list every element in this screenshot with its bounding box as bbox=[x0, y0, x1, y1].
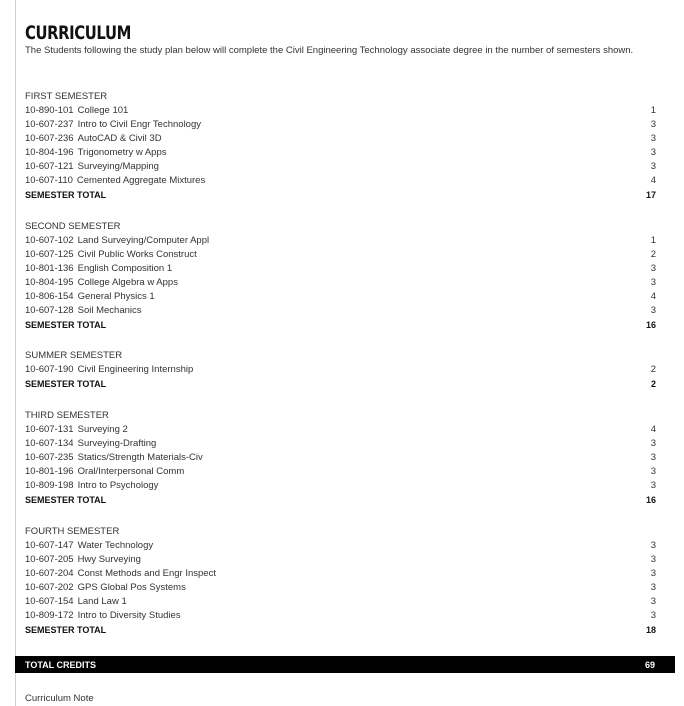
course-code: 10-607-204 bbox=[25, 568, 74, 579]
course-row bbox=[25, 539, 656, 553]
total-credits-bar bbox=[15, 656, 675, 673]
course-credits: 1 bbox=[650, 235, 656, 246]
course-code: 10-809-198 bbox=[25, 480, 74, 491]
semester-heading: FOURTH SEMESTER bbox=[25, 526, 120, 537]
course-row bbox=[25, 465, 656, 479]
course-credits: 3 bbox=[650, 582, 656, 593]
course-info bbox=[25, 234, 209, 248]
intro-text: The Students following the study plan below will complete the Civil Engineering Technology associate degree in the number of semesters shown. bbox=[25, 45, 634, 56]
semester-total-row bbox=[25, 188, 656, 202]
semester-total-row bbox=[25, 318, 656, 332]
curriculum-note-link[interactable]: Curriculum Note bbox=[25, 693, 94, 704]
course-info bbox=[25, 160, 159, 174]
course-title: Soil Mechanics bbox=[77, 305, 142, 316]
course-title: Surveying 2 bbox=[77, 424, 128, 435]
course-info bbox=[25, 465, 184, 479]
course-row bbox=[25, 276, 656, 290]
semester-total-label: SEMESTER TOTAL bbox=[25, 190, 107, 200]
semester-total-value: 18 bbox=[645, 625, 656, 635]
course-info bbox=[25, 363, 193, 377]
course-info bbox=[25, 276, 178, 290]
course-row bbox=[25, 609, 656, 623]
course-info bbox=[25, 451, 203, 465]
course-code: 10-607-237 bbox=[25, 119, 74, 130]
course-title: Civil Engineering Internship bbox=[77, 364, 194, 375]
course-credits: 4 bbox=[650, 291, 656, 302]
course-credits: 3 bbox=[650, 263, 656, 274]
course-row bbox=[25, 363, 656, 377]
course-title: Statics/Strength Materials-Civ bbox=[77, 452, 203, 463]
course-title: Surveying-Drafting bbox=[77, 438, 157, 449]
course-credits: 3 bbox=[650, 466, 656, 477]
semester-total-row bbox=[25, 623, 656, 637]
course-info bbox=[25, 248, 197, 262]
course-info bbox=[25, 595, 127, 609]
course-code: 10-607-121 bbox=[25, 161, 74, 172]
course-code: 10-809-172 bbox=[25, 610, 74, 621]
course-title: Civil Public Works Construct bbox=[77, 249, 197, 260]
course-row bbox=[25, 118, 656, 132]
course-row bbox=[25, 160, 656, 174]
course-title: Intro to Psychology bbox=[77, 480, 159, 491]
semester-total-value: 16 bbox=[645, 320, 656, 330]
course-credits: 3 bbox=[650, 452, 656, 463]
course-credits: 3 bbox=[650, 540, 656, 551]
course-row bbox=[25, 304, 656, 318]
course-info bbox=[25, 581, 186, 595]
course-title: AutoCAD & Civil 3D bbox=[77, 133, 162, 144]
semester-total-row bbox=[25, 377, 656, 391]
course-code: 10-607-205 bbox=[25, 554, 74, 565]
semester-total-label: SEMESTER TOTAL bbox=[25, 495, 107, 505]
course-code: 10-607-102 bbox=[25, 235, 74, 246]
course-row bbox=[25, 553, 656, 567]
semester-total-row bbox=[25, 493, 656, 507]
course-row bbox=[25, 132, 656, 146]
course-code: 10-607-235 bbox=[25, 452, 74, 463]
course-code: 10-804-195 bbox=[25, 277, 74, 288]
course-row bbox=[25, 451, 656, 465]
course-row bbox=[25, 595, 656, 609]
course-credits: 4 bbox=[650, 424, 656, 435]
semester-block bbox=[25, 349, 656, 391]
course-code: 10-607-128 bbox=[25, 305, 74, 316]
semester-heading: FIRST SEMESTER bbox=[25, 91, 108, 102]
course-title: General Physics 1 bbox=[77, 291, 155, 302]
course-title: GPS Global Pos Systems bbox=[77, 582, 186, 593]
left-rule bbox=[15, 0, 16, 706]
course-row bbox=[25, 104, 656, 118]
course-info bbox=[25, 174, 205, 188]
course-code: 10-607-131 bbox=[25, 424, 74, 435]
course-title: Land Surveying/Computer Appl bbox=[77, 235, 210, 246]
course-title: English Composition 1 bbox=[77, 263, 173, 274]
course-title: Oral/Interpersonal Comm bbox=[77, 466, 185, 477]
semester-heading: THIRD SEMESTER bbox=[25, 410, 109, 421]
course-title: Hwy Surveying bbox=[77, 554, 141, 565]
semester-total-label: SEMESTER TOTAL bbox=[25, 320, 107, 330]
course-code: 10-607-154 bbox=[25, 596, 74, 607]
course-info bbox=[25, 567, 216, 581]
course-code: 10-607-236 bbox=[25, 133, 74, 144]
course-code: 10-801-136 bbox=[25, 263, 74, 274]
course-credits: 2 bbox=[650, 364, 656, 375]
course-info bbox=[25, 539, 153, 553]
course-credits: 3 bbox=[650, 161, 656, 172]
course-info bbox=[25, 553, 141, 567]
course-info bbox=[25, 146, 167, 160]
semester-total-label: SEMESTER TOTAL bbox=[25, 379, 107, 389]
course-title: Const Methods and Engr Inspect bbox=[77, 568, 216, 579]
course-info bbox=[25, 104, 128, 118]
course-info bbox=[25, 290, 155, 304]
course-credits: 3 bbox=[650, 305, 656, 316]
semester-block bbox=[25, 90, 656, 202]
course-row bbox=[25, 581, 656, 595]
semester-total-label: SEMESTER TOTAL bbox=[25, 625, 107, 635]
course-title: Land Law 1 bbox=[77, 596, 127, 607]
course-credits: 3 bbox=[650, 277, 656, 288]
course-code: 10-607-190 bbox=[25, 364, 74, 375]
course-row bbox=[25, 567, 656, 581]
course-code: 10-607-134 bbox=[25, 438, 74, 449]
course-credits: 2 bbox=[650, 249, 656, 260]
course-row bbox=[25, 146, 656, 160]
course-title: Intro to Diversity Studies bbox=[77, 610, 181, 621]
course-credits: 4 bbox=[650, 175, 656, 186]
course-row bbox=[25, 248, 656, 262]
course-code: 10-801-196 bbox=[25, 466, 74, 477]
course-title: Trigonometry w Apps bbox=[77, 147, 167, 158]
course-row bbox=[25, 262, 656, 276]
course-row bbox=[25, 234, 656, 248]
course-credits: 3 bbox=[650, 568, 656, 579]
semester-block bbox=[25, 525, 656, 637]
course-row bbox=[25, 174, 656, 188]
semester-total-value: 17 bbox=[645, 190, 656, 200]
course-title: College Algebra w Apps bbox=[77, 277, 178, 288]
course-credits: 1 bbox=[650, 105, 656, 116]
course-row bbox=[25, 437, 656, 451]
semester-total-value: 2 bbox=[650, 379, 656, 389]
course-credits: 3 bbox=[650, 119, 656, 130]
course-credits: 3 bbox=[650, 596, 656, 607]
total-credits-label: TOTAL CREDITS bbox=[25, 659, 97, 670]
course-code: 10-890-101 bbox=[25, 105, 74, 116]
course-info bbox=[25, 479, 158, 493]
course-info bbox=[25, 118, 201, 132]
course-credits: 3 bbox=[650, 554, 656, 565]
course-credits: 3 bbox=[650, 610, 656, 621]
semester-heading: SECOND SEMESTER bbox=[25, 221, 121, 232]
course-title: Cemented Aggregate Mixtures bbox=[76, 175, 206, 186]
course-credits: 3 bbox=[650, 480, 656, 491]
course-info bbox=[25, 262, 172, 276]
course-credits: 3 bbox=[650, 438, 656, 449]
semester-block bbox=[25, 409, 656, 507]
course-info bbox=[25, 132, 162, 146]
course-info bbox=[25, 423, 128, 437]
course-info bbox=[25, 609, 181, 623]
course-credits: 3 bbox=[650, 133, 656, 144]
course-title: Surveying/Mapping bbox=[77, 161, 159, 172]
course-info bbox=[25, 304, 142, 318]
course-row bbox=[25, 290, 656, 304]
course-code: 10-806-154 bbox=[25, 291, 74, 302]
course-row bbox=[25, 423, 656, 437]
semester-block bbox=[25, 220, 656, 332]
semester-total-value: 16 bbox=[645, 495, 656, 505]
course-info bbox=[25, 437, 156, 451]
course-title: College 101 bbox=[77, 105, 129, 116]
course-title: Intro to Civil Engr Technology bbox=[77, 119, 201, 130]
course-code: 10-607-125 bbox=[25, 249, 74, 260]
page-title: CURRICULUM bbox=[25, 22, 131, 44]
course-row bbox=[25, 479, 656, 493]
semester-heading: SUMMER SEMESTER bbox=[25, 350, 123, 361]
course-code: 10-607-202 bbox=[25, 582, 74, 593]
course-credits: 3 bbox=[650, 147, 656, 158]
course-code: 10-804-196 bbox=[25, 147, 74, 158]
course-code: 10-607-110 bbox=[25, 175, 73, 186]
total-credits-value: 69 bbox=[644, 659, 655, 670]
course-code: 10-607-147 bbox=[25, 540, 74, 551]
course-title: Water Technology bbox=[77, 540, 154, 551]
